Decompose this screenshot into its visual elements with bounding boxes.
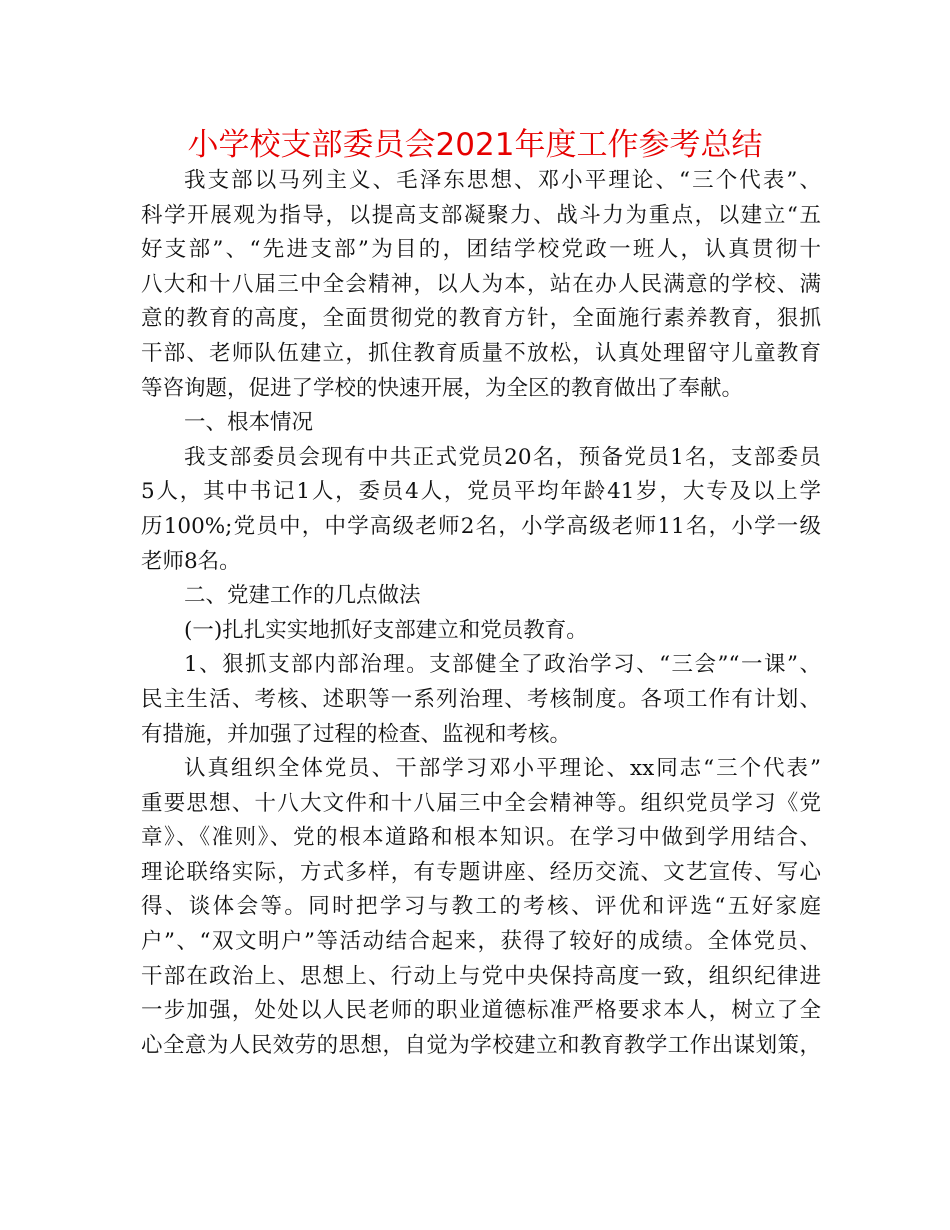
document-body [141,164,821,1063]
text-line: 1、狠抓支部内部治理。支部健全了政治学习、“三会”“一课”、 [184,652,821,678]
text-line: 民主生活、考核、述职等一系列治理、考核制度。各项工作有计划、 [141,686,821,712]
text-line: 干部、老师队伍建立，抓住教育质量不放松，认真处理留守儿童教育 [141,340,821,366]
text-line: 等咨询题，促进了学校的快速开展，为全区的教育做出了奉献。 [141,375,744,401]
text-line: 我支部委员会现有中共正式党员20名，预备党员1名，支部委员 [184,444,821,470]
text-line: 户”、“双文明户”等活动结合起来，获得了较好的成绩。全体党员、 [141,929,821,955]
text-line: 心全意为人民效劳的思想，自觉为学校建立和教育教学工作出谋划策， [141,1032,821,1058]
text-line: 5人，其中书记1人，委员4人，党员平均年龄41岁，大专及以上学 [141,479,821,505]
document-title: 小学校支部委员会2021年度工作参考总结 [187,127,763,163]
text-line: 得、谈体会等。同时把学习与教工的考核、评优和评选“五好家庭 [141,894,821,920]
text-line: 意的教育的高度，全面贯彻党的教育方针，全面施行素养教育，狠抓 [141,306,821,332]
text-line: (一)扎扎实实地抓好支部建立和党员教育。 [184,617,588,643]
text-line: 一步加强，处处以人民老师的职业道德标准严格要求本人，树立了全 [141,998,821,1024]
text-line: 理论联络实际，方式多样，有专题讲座、经历交流、文艺宣传、写心 [141,859,821,885]
text-line: 二、党建工作的几点做法 [184,583,421,609]
text-line: 老师8名。 [141,548,241,574]
text-line: 好支部”、“先进支部”为目的，团结学校党政一班人，认真贯彻十 [141,237,821,263]
text-line: 认真组织全体党员、干部学习邓小平理论、xx同志“三个代表” [184,756,821,782]
text-line: 章》、《准则》、党的根本道路和根本知识。在学习中做到学用结合、 [141,825,821,851]
text-line: 重要思想、十八大文件和十八届三中全会精神等。组织党员学习《党 [141,790,821,816]
text-line: 一、根本情况 [184,410,314,436]
text-line: 历100%;党员中，中学高级老师2名，小学高级老师11名，小学一级 [141,513,821,539]
text-line: 干部在政治上、思想上、行动上与党中央保持高度一致，组织纪律进 [141,963,821,989]
text-line: 八大和十八届三中全会精神，以人为本，站在办人民满意的学校、满 [141,271,821,297]
text-line: 我支部以马列主义、毛泽东思想、邓小平理论、“三个代表”、 [184,168,821,193]
text-line: 科学开展观为指导，以提高支部凝聚力、战斗力为重点，以建立“五 [141,202,821,228]
text-line: 有措施，并加强了过程的检查、监视和考核。 [141,721,572,747]
